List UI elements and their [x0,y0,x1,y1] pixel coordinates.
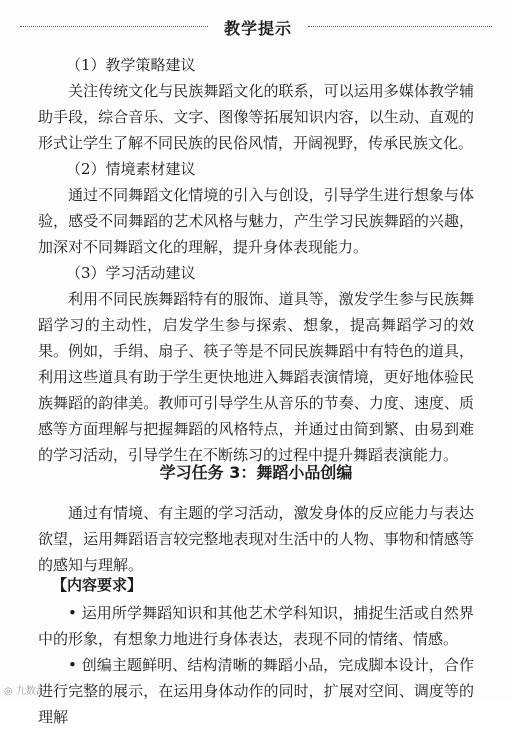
section-2-paragraph: 通过不同舞蹈文化情境的引入与创设，引导学生进行想象与体验，感受不同舞蹈的艺术风格与魅力，产生学习民族舞蹈的兴趣，加深对不同舞蹈文化的理解，提升身体表现能力。 [38,186,474,256]
header-divider-left [20,26,208,27]
page-header [20,14,492,38]
watermark: ◎ 九数汇 [4,686,46,697]
requirement-bullet: • 创编主题鲜明、结构清晰的舞蹈小品，完成脚本设计，合作进行完整的展示，在运用身体动作的同时，扩展对空间、调度等的理解 [38,656,474,726]
requirement-bullet: • 运用所学舞蹈知识和其他艺术学科知识，捕捉生活或自然界中的形象，有想象力地进行身体表达，表现不同的情绪、情感。 [38,604,474,648]
section-3-paragraph: 利用不同民族舞蹈特有的服饰、道具等，激发学生参与民族舞蹈学习的主动性，启发学生参与探索、想象，提高舞蹈学习的效果。例如，手绢、扇子、筷子等是不同民族舞蹈中有特色的道具，利用这些道具有助于学生更快地进入舞蹈表演情境，更好地体验民族舞蹈的韵律美。教师可引导学生从音乐的节奏、力度、速度、质感等方面理解与把握舞蹈的风格特点，并通过由简到繁、由易到难的学习活动，引导学生在不断练习的过程中提升舞蹈表演能力。 [38,290,474,464]
requirements-heading: 【内容要求】 [52,576,143,594]
header-divider-right [308,26,492,27]
section-1-paragraph: 关注传统文化与民族舞蹈文化的联系，可以运用多媒体教学辅助手段，综合音乐、文字、图像等拓展知识内容，以生动、直观的形式让学生了解不同民族的民俗风情，开阔视野，传承民族文化。 [38,82,474,152]
task-intro-paragraph: 通过有情境、有主题的学习活动，激发身体的反应能力与表达欲望，运用舞蹈语言较完整地表现对生活中的人物、事物和情感等的感知与理解。 [38,504,474,574]
section-1-heading: （1）教学策略建议 [66,56,196,74]
header-title: 教学提示 [223,19,292,38]
task-title: 学习任务 3：舞蹈小品创编 [159,463,353,482]
section-3-heading: （3）学习活动建议 [66,264,196,282]
section-2-heading: （2）情境素材建议 [66,160,196,178]
